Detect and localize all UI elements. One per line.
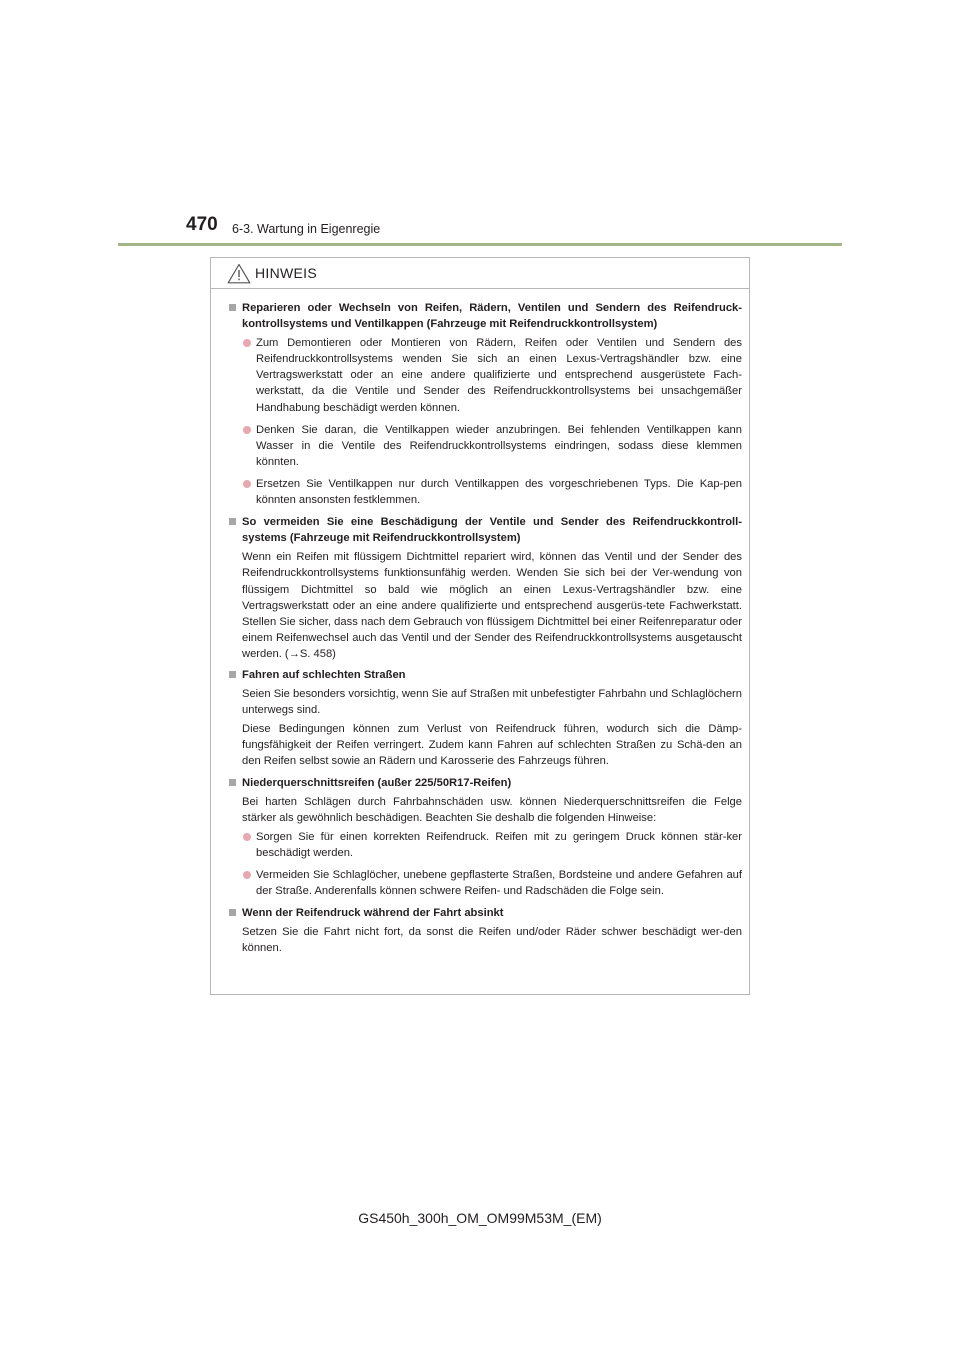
section-paragraph: Diese Bedingungen können zum Verlust von Reifendruck führen, wodurch sich die Dämp-fungsfähigkeit der Reifen verringert. Zudem kann Fahren auf schlechten Straßen zu Schä-den an den Reifen selbst sowie an Rädern und Karosserie des Fahrzeugs führen. <box>242 723 742 768</box>
section-heading: So vermeiden Sie eine Beschädigung der Ventile und Sender des Reifendruckkontroll-systems (Fahrzeuge mit Reifendruckkontrollsystem) <box>229 514 742 546</box>
square-bullet-icon <box>229 671 236 678</box>
section-heading: Niederquerschnittsreifen (außer 225/50R17-Reifen) <box>229 775 742 791</box>
round-bullet-icon <box>243 426 251 434</box>
page-number: 470 <box>186 214 218 235</box>
square-bullet-icon <box>229 779 236 786</box>
notice-box <box>210 257 750 995</box>
round-bullet-icon <box>243 339 251 347</box>
list-item: Vermeiden Sie Schlaglöcher, unebene gepflasterte Straßen, Bordsteine und andere Gefahren auf der Straße. Anderenfalls können schwere Reifen- und Radschäden die Folge sein. <box>229 867 742 899</box>
round-bullet-icon <box>243 480 251 488</box>
section-paragraph: Bei harten Schlägen durch Fahrbahnschäden usw. können Niederquerschnittsreifen die Felge stärker als gewöhnlich beschädigen. Beachten Sie deshalb die folgenden Hinweise: <box>242 795 742 824</box>
notice-section <box>229 775 742 900</box>
notice-body <box>229 300 742 961</box>
section-title: 6-3. Wartung in Eigenregie <box>232 222 381 236</box>
section-paragraph: Wenn ein Reifen mit flüssigem Dichtmittel repariert wird, können das Ventil und der Sender des Reifendruckkontrollsystems funktionsunfähig werden. Wenden Sie sich bei der Ver-wendung von flüssigem Dichtmittel so bald wie möglich an einen Lexus-Vertragshändler bzw. eine Vertragswerkstatt oder an eine andere qualifizierte und entsprechend ausgerüs-tete Fachwerkstatt. Stellen Sie sicher, dass nach dem Gebrauch von flüssigem Dichtmittel bei einer Reifenreparatur oder einem Reifenwechsel auch das Ventil und der Sender des Reifendruckkontrollsystems ausgetauscht werden. (→S. 458) <box>242 551 742 660</box>
round-bullet-icon <box>243 871 251 879</box>
list-item: Sorgen Sie für einen korrekten Reifendruck. Reifen mit zu geringem Druck können stär-ker beschädigt werden. <box>229 829 742 861</box>
section-heading: Wenn der Reifendruck während der Fahrt absinkt <box>229 905 742 921</box>
section-heading: Reparieren oder Wechseln von Reifen, Rädern, Ventilen und Sendern des Reifendruck-kontrollsystems und Ventilkappen (Fahrzeuge mit Reifendruckkontrollsystem) <box>229 300 742 332</box>
notice-title: HINWEIS <box>255 265 317 281</box>
round-bullet-icon <box>243 833 251 841</box>
notice-section <box>229 667 742 770</box>
square-bullet-icon <box>229 304 236 311</box>
notice-section <box>229 905 742 956</box>
list-item: Zum Demontieren oder Montieren von Rädern, Reifen oder Ventilen und Sendern des Reifendruckkontrollsystems wenden Sie sich an einen Lexus-Vertragshändler bzw. eine Vertragswerkstatt oder an eine andere qualifizierte und entsprechend ausgerüstete Fach-werkstatt, da die Ventile und Sender des Reifendruckkontrollsystems bei unsachgemäßer Handhabung beschädigt werden können. <box>229 335 742 415</box>
square-bullet-icon <box>229 909 236 916</box>
section-heading: Fahren auf schlechten Straßen <box>229 667 742 683</box>
page-header <box>0 0 960 250</box>
list-item: Ersetzen Sie Ventilkappen nur durch Ventilkappen des vorgeschriebenen Typs. Die Kap-pen könnten ansonsten festklemmen. <box>229 476 742 508</box>
notice-section <box>229 514 742 662</box>
warning-triangle-icon <box>227 263 251 284</box>
square-bullet-icon <box>229 518 236 525</box>
header-divider <box>118 243 842 246</box>
notice-header <box>211 258 749 289</box>
footer-code: GS450h_300h_OM_OM99M53M_(EM) <box>358 1210 602 1226</box>
section-paragraph: Setzen Sie die Fahrt nicht fort, da sonst die Reifen und/oder Räder schwer beschädigt wer-den können. <box>242 926 742 955</box>
notice-section <box>229 300 742 508</box>
list-item: Denken Sie daran, die Ventilkappen wieder anzubringen. Bei fehlenden Ventilkappen kann Wasser in die Ventile des Reifendruckkontrollsystems eindringen, sodass diese klemmen könnten. <box>229 422 742 470</box>
section-paragraph: Seien Sie besonders vorsichtig, wenn Sie auf Straßen mit unbefestigter Fahrbahn und Schlaglöchern unterwegs sind. <box>242 688 743 717</box>
